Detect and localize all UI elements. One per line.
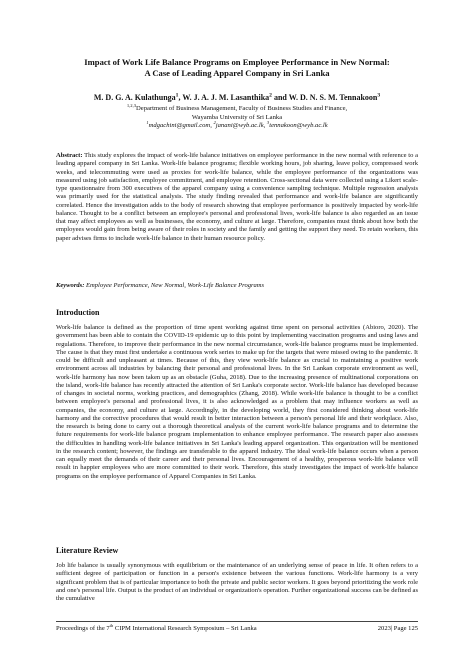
email-2: janani@wyb.ac.lk [215, 122, 264, 130]
keywords-label: Keywords: [56, 282, 85, 289]
author-2-sup: 2 [269, 92, 272, 99]
keywords [56, 282, 418, 290]
author-2: W. J. A. J. M. Lasanthika [182, 93, 270, 102]
email-2-sup: 2 [213, 120, 216, 125]
author-list [30, 93, 444, 103]
introduction-text: Work-life balance is defined as the proportion of time spent working against time spent on personal activities (Abioro, 2020). The government has been able to contain the COVID-19 epidemic up to this point by implementing vaccination programs and using laws and regulations. Therefore, to improve their performance in the new normal circumstance, work-life balance programs must be implemented. The cause is that they must first undertake a continuous work series to make up for the targets that were missed owing to the pandemic. It could be difficult and unpleasant at times. Because of this, they view work-life balance as crucial to maintaining a positive work environment across all industries by balancing their personal and professional lives. In the Sri Lankan corporate environment as well, work-life harmony has now been taken up as an obstacle (Guha, 2018). Due to the increasing presence of multinational corporations on the island, work-life balance has recently attracted the attention of Sri Lanka's corporate sector. Work-life balance has developed because of changes in societal norms, working practices, and demographics (Zhang, 2018). While work-life balance is thought to be a conflict between employee's personal and professional lives, it is also acknowledged as a problem that may influence workers as well as companies, the economy, and culture at large. Accordingly, in the developing world, they first considered thinking about work-life harmony and the corrective procedures that would result in better interaction between a person's personal life and their workplace. Also, the research is being done to carry out a thorough theoretical analysis of the current work-life balance programs and to determine the future requirements for work-life balance program implementation to enhance employee performance. The research paper also assesses the difficulties in handling work-life balance initiatives in Sri Lanka's leading apparel organization. This organization will be mentioned in the research content; however, the findings are transferable to the apparel industry. The ideal work-life balance occurs when a person can equally meet the demands of their career and their personal lives. Encouragement of a healthy, prosperous work-life balance will result in happier employees who are more committed to their work. Therefore, this study investigates the impact of work-life balance programs on the employee performance of Apparel Companies in Sri Lanka. [56, 324, 418, 480]
footer-left-post: CIPM International Research Symposium – Sri Lanka [113, 625, 257, 632]
footer-page-number: 2023| Page 125 [377, 625, 418, 632]
abstract [56, 152, 418, 243]
keywords-text: Employee Performance, New Normal, Work-Life Balance Programs [84, 282, 265, 289]
affiliation [30, 102, 444, 131]
title-line-2: A Case of Leading Apparel Company in Sri Lanka [144, 68, 330, 78]
email-1: mdgachini@gmail.com [148, 122, 211, 130]
title-line-1: Impact of Work Life Balance Programs on Employee Performance in New Normal: [84, 57, 390, 67]
author-3: W. D. N. S. M. Tennakoon [288, 93, 378, 102]
abstract-label: Abstract: [56, 152, 83, 159]
author-3-sup: 3 [377, 92, 381, 99]
introduction-heading: Introduction [56, 308, 100, 317]
literature-review-text: Job life balance is usually synonymous with equilibrium or the maintenance of an underlying sense of peace in life. It often refers to a sufficient degree of participation or function in a person's existence between the various functions. Work-life harmony is a very significant problem that is of particular importance to both the private and public sector workers. It goes beyond prioritizing the work role and one's personal life. Output is the product of an individual or organization's operation. Further organizational success can be defined as the cumulative [56, 562, 418, 602]
footer-left-pre: Proceedings of the 7 [56, 625, 110, 632]
author-1: M. D. G. A. Kulathunga [93, 93, 176, 102]
abstract-text: This study explores the impact of work-life balance initiatives on employee performance in the new normal with reference to a leading apparel company in Sri Lanka. Work-life balance programs; flexible working hours, job sharing, leave policy, compressed work weeks, and telecommuting were used as proxies for work-life balance, while the employee performance of the organizations was measured using job satisfaction, employee commitment, and employee retention. Cross-sectional data were collected using a Likert scale-type questionnaire from 300 executives of the apparel company using a convenience sampling technique. Multiple regression analysis was primarily used for the statistical analysis. The study finding revealed that performance and work-life balance are significantly correlated. Hence the investigation adds to the body of research showing that employee performance is positively impacted by work-life balance. Thought to be a conflict between an employee's personal and professional lives, work-life balance is also regarded as an issue that may affect employees as well as businesses, the economy, and culture at large. Therefore, companies must think about how both the employees would gain from being aware of their roles in society and the family and getting the support they need. To retain workers, this paper advises firms to include work-life balance in their human resource policy. [56, 152, 418, 242]
literature-review-heading: Literature Review [56, 546, 119, 555]
email-3-sup: 3 [266, 120, 270, 125]
footer-left-sup: th [109, 622, 114, 628]
affiliation-dept: Department of Business Management, Faculty of Business Studies and Finance, [136, 105, 348, 112]
paper-title [40, 57, 434, 79]
author-sep-2: and [271, 93, 289, 102]
author-1-sup: 1 [175, 92, 179, 99]
affiliation-univ: Wayamba University of Sri Lanka [191, 113, 283, 121]
email-3: tennakoon@wyb.ac.lk [269, 122, 328, 130]
email-1-sup: 1 [146, 120, 149, 125]
author-emails: $^1$mdgachini@gmail.com, $^2$janani@wyb.ac.lk, $^3$tennakoon@wyb.ac.lk [146, 120, 328, 130]
affiliation-dept-line [30, 102, 444, 114]
author-sep-1: , [178, 93, 183, 102]
footer-proceedings [56, 622, 257, 633]
affiliation-sup: 1,2,3 [126, 102, 137, 108]
